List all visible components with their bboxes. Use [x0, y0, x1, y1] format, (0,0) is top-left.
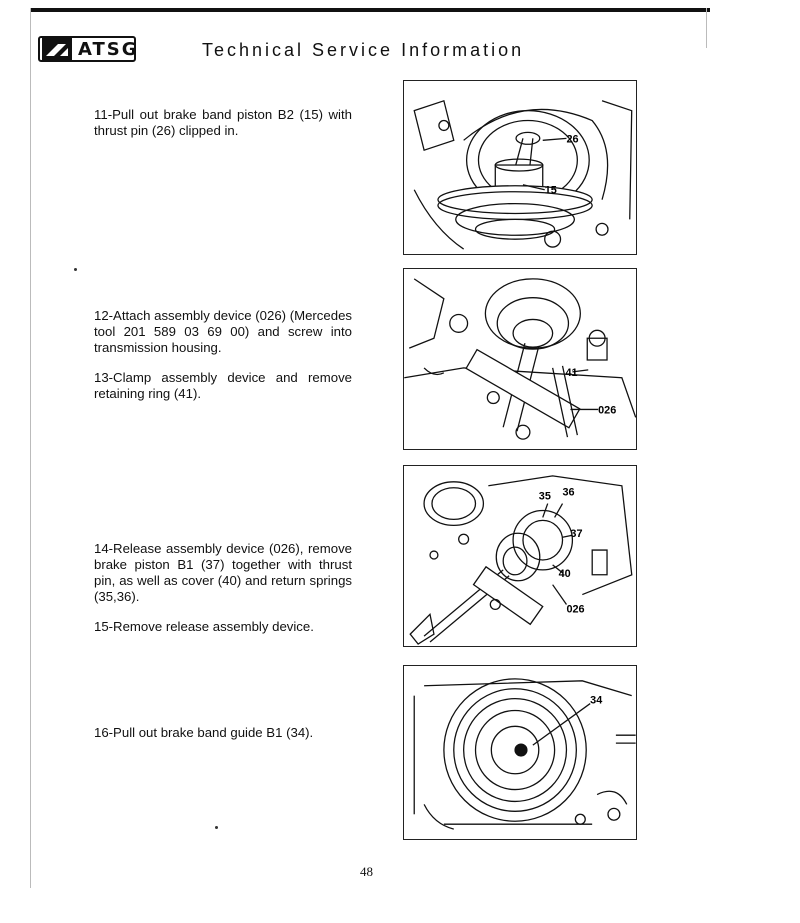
scan-speck [74, 268, 77, 271]
label-35: 35 [538, 490, 551, 503]
step-14-text: 14-Release assembly device (026), remove brake piston B1 (37) together with thrust pin, as well as cover (40) and return springs (35,36). [94, 541, 352, 604]
top-rule [30, 8, 710, 12]
left-margin-rule [30, 8, 31, 888]
step-12-text: 12-Attach assembly device (026) (Mercedes tool 201 589 03 69 00) and screw into transmission housing. [94, 308, 352, 355]
figure-2-illustration [404, 269, 636, 449]
step-16 [94, 725, 352, 755]
page-number: 48 [360, 864, 373, 879]
figure-assembly-device-026 [403, 268, 637, 450]
step-14-15 [94, 541, 352, 649]
label-41: 41 [565, 366, 578, 379]
step-11-text: 11-Pull out brake band piston B2 (15) with thrust pin (26) clipped in. [94, 107, 352, 138]
figure-brake-band-guide-b1 [403, 665, 637, 840]
label-026: 026 [566, 603, 585, 616]
label-34: 34 [590, 694, 603, 707]
label-40: 40 [558, 567, 571, 580]
step-13-text: 13-Clamp assembly device and remove retaining ring (41). [94, 370, 352, 401]
step-16-text: 16-Pull out brake band guide B1 (34). [94, 725, 314, 740]
figure-3-illustration [404, 466, 636, 646]
step-15-text: 15-Remove release assembly device. [94, 619, 314, 634]
scan-speck [215, 826, 218, 829]
label-26: 26 [566, 133, 579, 146]
step-11 [94, 107, 352, 153]
figure-1-illustration [404, 81, 636, 254]
label-37: 37 [570, 528, 583, 541]
figure-brake-band-piston-b2 [403, 80, 637, 255]
logo-text: ATSG [78, 38, 139, 60]
atsg-logo [38, 36, 139, 62]
page-title: Technical Service Information [202, 40, 525, 60]
figure-brake-piston-b1-removal [403, 465, 637, 647]
label-15: 15 [544, 184, 557, 197]
label-36: 36 [562, 486, 575, 499]
logo-mark-icon [42, 38, 72, 60]
step-12-13 [94, 308, 352, 416]
right-margin-rule [706, 8, 707, 48]
label-026: 026 [598, 404, 617, 417]
figure-4-illustration [404, 666, 636, 839]
